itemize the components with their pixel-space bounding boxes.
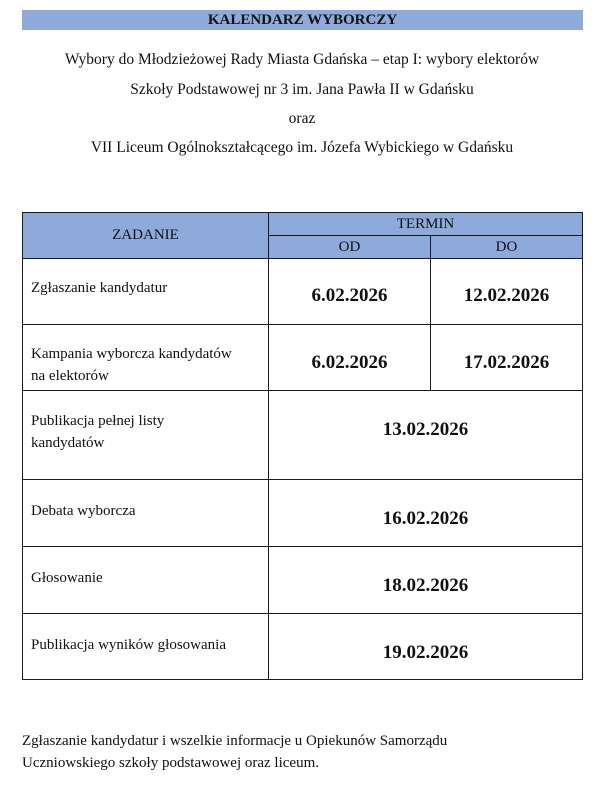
task-label: Debata wyborcza [31,503,136,519]
document-title: KALENDARZ WYBORCZY [22,10,583,30]
task-cell [23,480,269,547]
header-task: ZADANIE [23,213,269,259]
footer-line-1: Zgłaszanie kandydatur i wszelkie informacje u Opiekunów Samorządu [22,733,448,749]
table-row [23,259,583,325]
footer-note [22,730,562,774]
task-label-cont: na elektorów [31,368,109,384]
header-to: DO [431,236,583,259]
election-calendar-table [22,212,583,680]
date-single: 16.02.2026 [269,480,583,547]
table-row [23,547,583,614]
task-label: Zgłaszanie kandydatur [31,280,168,296]
task-cell [23,325,269,391]
date-to: 12.02.2026 [431,259,583,325]
header-term: TERMIN [269,213,583,236]
task-label: Głosowanie [31,570,103,586]
table-row [23,325,583,391]
task-label: Kampania wyborcza kandydatów [31,346,232,362]
subtitle-line-4: VII Liceum Ogólnokształcącego im. Józefa Wybickiego w Gdańsku [90,139,514,156]
table-row [23,391,583,480]
task-label: Publikacja wyników głosowania [31,637,226,653]
date-single: 13.02.2026 [269,391,583,480]
task-label-cont: kandydatów [31,435,105,451]
subtitle-line-1: Wybory do Młodzieżowej Rady Miasta Gdańska – etap I: wybory elektorów [64,51,540,68]
footer-line-2: Uczniowskiego szkoły podstawowej oraz liceum. [22,755,320,771]
table-row [23,480,583,547]
date-to: 17.02.2026 [431,325,583,391]
task-cell [23,547,269,614]
date-single: 19.02.2026 [269,614,583,680]
header-from: OD [269,236,431,259]
subtitle-line-2: Szkoły Podstawowej nr 3 im. Jana Pawła II w Gdańsku [130,81,474,98]
task-label: Publikacja pełnej listy [31,413,165,429]
date-single: 18.02.2026 [269,547,583,614]
table-row [23,614,583,680]
subtitle-line-3: oraz [288,110,316,127]
task-cell [23,391,269,480]
date-from: 6.02.2026 [269,325,431,391]
task-cell [23,259,269,325]
task-cell [23,614,269,680]
date-from: 6.02.2026 [269,259,431,325]
